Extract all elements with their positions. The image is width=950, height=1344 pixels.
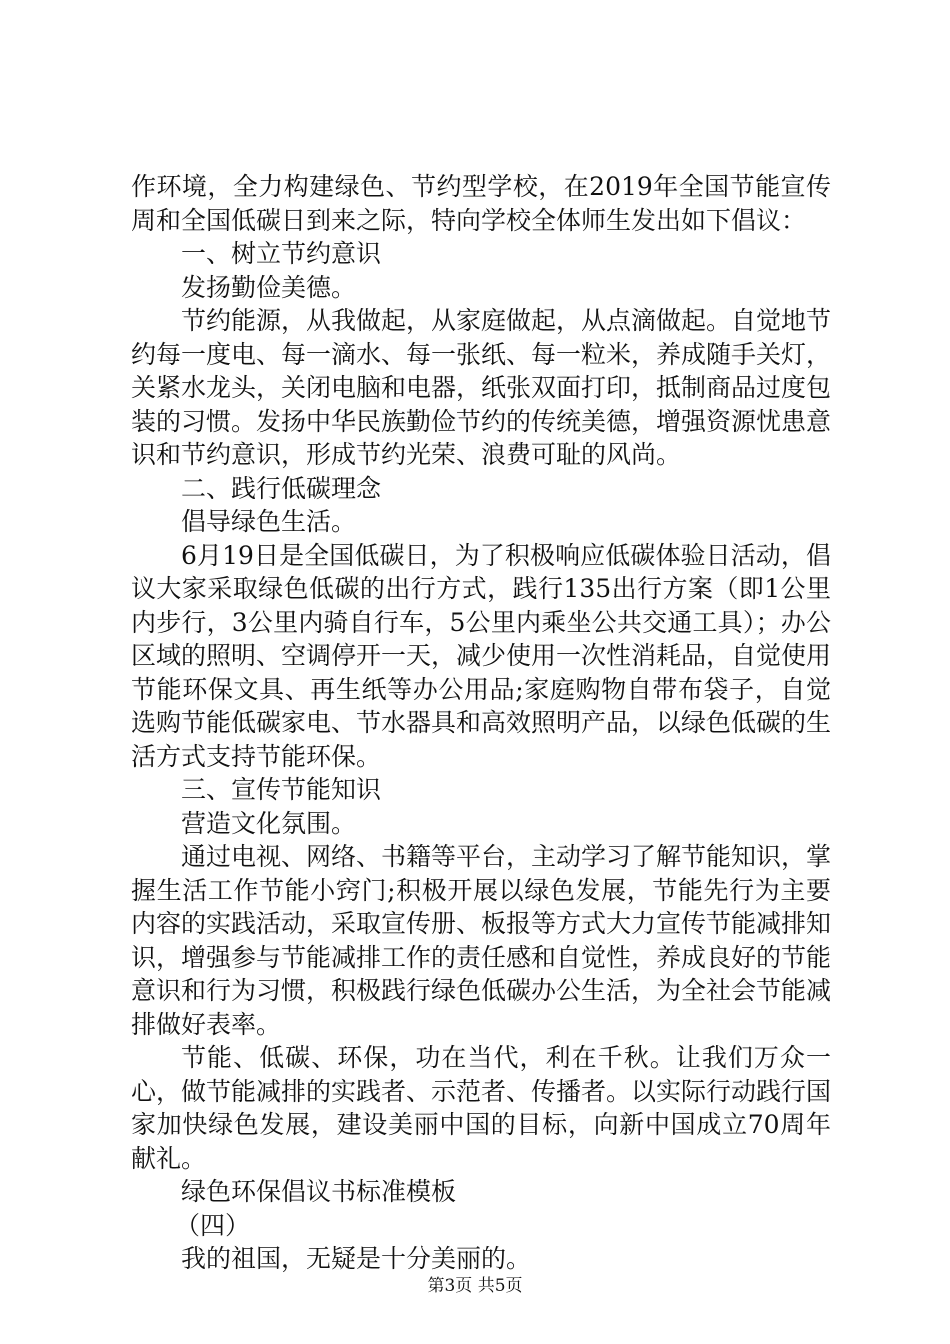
paragraph-section-3: 通过电视、网络、书籍等平台，主动学习了解节能知识，掌握生活工作节能小窍门;积极开展以绿色发展，节能先行为主要内容的实践活动，采取宣传册、板报等方式大力宣传节能减排知识，增强参与节能减排工作的责任感和自觉性，养成良好的节能意识和行为习惯，积极践行绿色低碳办公生活，为全社会节能减排做好表率。 — [131, 842, 832, 1039]
heading-section-2: 二、践行低碳理念 — [181, 473, 382, 503]
paragraph-section-2: 6月19日是全国低碳日，为了积极响应低碳体验日活动，倡议大家采取绿色低碳的出行方式，践行135出行方案（即1公里内步行，3公里内骑自行车，5公里内乘坐公共交通工具）；办公区域的照明、空调停开一天，减少使用一次性消耗品，自觉使用节能环保文具、再生纸等办公用品;家庭购物自带布袋子，自觉选购节能低碳家电、节水器具和高效照明产品，以绿色低碳的生活方式支持节能环保。 — [131, 540, 832, 771]
document-body — [131, 170, 831, 1276]
subheading-section-2: 倡导绿色生活。 — [181, 507, 357, 536]
paragraph-section-1: 节约能源，从我做起，从家庭做起，从点滴做起。自觉地节约每一度电、每一滴水、每一张纸、每一粒米，养成随手关灯，关紧水龙头，关闭电脑和电器，纸张双面打印，抵制商品过度包装的习惯。发扬中华民族勤俭节约的传统美德，增强资源忧患意识和节约意识，形成节约光荣、浪费可耻的风尚。 — [131, 306, 832, 469]
subheading-section-3: 营造文化氛围。 — [181, 808, 357, 838]
heading-section-1: 一、树立节约意识 — [181, 239, 382, 268]
page-footer — [0, 1275, 950, 1297]
template-number: （四） — [175, 1210, 251, 1240]
subheading-section-1: 发扬勤俭美德。 — [181, 272, 357, 302]
heading-section-3: 三、宣传节能知识 — [181, 775, 382, 804]
page-number: 第3页 共5页 — [427, 1276, 523, 1296]
paragraph-opening: 作环境，全力构建绿色、节约型学校，在2019年全国节能宣传周和全国低碳日到来之际，特向学校全体师生发出如下倡议： — [131, 172, 831, 235]
paragraph-next-template: 我的祖国，无疑是十分美丽的。 — [181, 1244, 532, 1273]
template-title: 绿色环保倡议书标准模板 — [181, 1177, 457, 1206]
paragraph-closing: 节能、低碳、环保，功在当代，利在千秋。让我们万众一心，做节能减排的实践者、示范者、传播者。以实际行动践行国家加快绿色发展，建设美丽中国的目标，向新中国成立70周年献礼。 — [131, 1043, 832, 1173]
